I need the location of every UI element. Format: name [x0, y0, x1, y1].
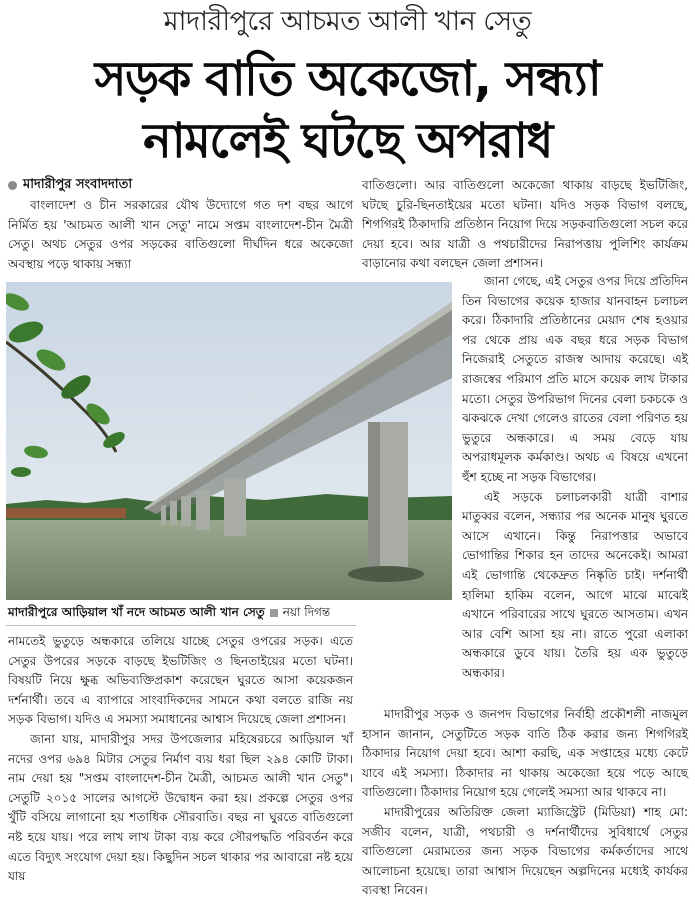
column-bottom-right: [362, 705, 688, 901]
article-kicker: মাদারীপুরে আচমত আলী খান সেতু: [163, 6, 532, 37]
photo-caption: [8, 604, 454, 620]
byline: [8, 176, 353, 194]
paragraph: বাতিগুলো। আর বাতিগুলো অকেজো থাকায় বাড়ছে ইভটিজিং, ঘটছে চুরি-ছিনতাইয়ের মতো ঘটনা। যদিও সড়ক বিভাগ বলছে, শিগগিরই ঠিকাদারি প্রতিষ্ঠান নিয়োগ দিয়ে সড়কবাতিগুলো সচল করে দেয়া হবে। আর যাত্রী ও পথচারীদের নিরাপত্তায় পুলিশিং কার্যক্রম বাড়ানোর কথা বলছেন জেলা প্রশাসন।: [362, 178, 688, 271]
article-headline: [0, 48, 695, 172]
column-right-mid: [462, 272, 688, 683]
column-top-left: [8, 196, 353, 274]
paragraph: জানা গেছে, এই সেতুর ওপর দিয়ে প্রতিদিন তিন বিভাগের কয়েক হাজার যানবাহন চলাচল করে। ঠিকাদারি প্রতিষ্ঠানের মেয়াদ শেষ হওয়ার পর থেকে প্রায় এক বছর ধরে সড়ক বিভাগ নিজেরাই সেতুতে রাজস্ব আদায় করেছে। এই রাজস্বের পরিমাণ প্রতি মাসে কয়েক লাখ টাকার মতো। সেতুর উপরিভাগ দিনের বেলা চকচকে ও ঝকঝকে দেখা গেলেও রাতের বেলা পরিণত হয় ভুতুরে অন্ধকারে। এ সময় বেড়ে যায় অপরাধমূলক কর্মকাণ্ড। অথচ এ বিষয়ে এখনো হুঁশ হচ্ছে না সড়ক বিভাগের।: [462, 274, 688, 484]
paragraph: এই সড়কে চলাচলকারী যাত্রী বাশার মাতুব্বর বলেন, সন্ধ্যার পর অনেক মানুষ ঘুরতে আসে এখানে। কিন্তু নিরাপত্তার অভাবে ভোগান্তির শিকার হন তাদের অনেকেই। আমরা এই ভোগান্তি থেকেদ্রুত নিষ্কৃতি চাই। দর্শনার্থী হালিমা হাকিম বলেন, আগে মাঝে মাঝেই এখানে পরিবারের সাথে ঘুরতে আসতাম। এখন আর বেশি আসা হয় না। রাতে পুরো এলাকা অন্ধকারে ডুবে যায়। তৈরি হয় এক ভুতুড়ে অন্ধকার।: [462, 489, 688, 680]
byline-text: মাদারীপুর সংবাদদাতা: [23, 177, 133, 192]
bridge-illustration: [6, 282, 452, 600]
headline-line-2: নামলেই ঘটছে অপরাধ: [143, 113, 552, 169]
paragraph: নামতেই ভুতুড়ে অন্ধকারে তলিয়ে যাচ্ছে সেতুর ওপরের সড়ক। এতে সেতুর উপরের সড়কে বাড়ছে ইভটিজিং ও ছিনতাইয়ের মতো ঘটনা। বিষয়টি নিয়ে ক্ষুব্ধ অভিব্যক্তিপ্রকাশ করেছেন ঘুরতে আসা কয়েকজন দর্শনার্থী। তবে এ ব্যাপারে সাংবাদিকদের সামনে কথা বলতে রাজি নয় সড়ক বিভাগ। যদিও এ সমস্যা সমাধানের আশ্বাস দিয়েছে জেলা প্রশাসন।: [8, 634, 353, 727]
column-bottom-left: [8, 632, 353, 887]
photo-credit: নয়া দিগন্ত: [282, 605, 331, 619]
caption-text: মাদারীপুরে আড়িয়াল খাঁ নদে আচমত আলী খান সেতু: [8, 605, 265, 619]
headline-line-1: সড়ক বাতি অকেজো, সন্ধ্যা: [94, 51, 601, 107]
divider: [6, 625, 356, 626]
paragraph: মাদারীপুরের অতিরিক্ত জেলা ম্যাজিস্ট্রেট (মিডিয়া) শাহ মো: সজীব বলেন, যাত্রী, পথচারী ও দর্শনার্থীদের সুবিধার্থে সেতুর বাতিগুলো মেরামতের জন্য সড়ক বিভাগের কর্মকর্তাদের সাথে আলোচনা হয়েছে। তারা আশ্বাস দিয়েছেন অল্পদিনের মধ্যেই কার্যকর ব্যবস্থা নিবেন।: [362, 804, 688, 898]
paragraph: জানা যায়, মাদারীপুর সদর উপজেলার মহিষেরচরে আড়িয়াল খাঁ নদের ওপর ৬৯৪ মিটার সেতুর নির্মাণ ব্যয় ধরা ছিল ২৯৪ কোটি টাকা। নাম দেয়া হয় "সপ্তম বাংলাদেশ-চীন মৈত্রী, আচমত আলী খান সেতু"। সেতুটি ২০১৫ সালের আগস্টে উদ্বোধন করা হয়। প্রকল্পে সেতুর ওপর খুঁটি বসিয়ে লাগানো হয় শতাধিক সৌরবাতি। বছর না ঘুরতে বাতিগুলো নষ্ট হয়ে যায়। পরে লাখ লাখ টাকা ব্যয় করে সৌরপদ্ধতি পরিবর্তন করে এতে বিদ্যুৎ সংযোগ দেয়া হয়। কিছুদিন সচল থাকার পর আবারো নষ্ট হয়ে যায়: [8, 731, 353, 884]
bullet-icon: [8, 181, 17, 190]
column-top-right: [362, 176, 688, 274]
bridge-photo: [6, 282, 452, 600]
square-icon: [270, 609, 278, 617]
paragraph: বাংলাদেশ ও চীন সরকারের যৌথ উদ্যোগে গত দশ বছর আগে নির্মিত হয় 'আচমত আলী খান সেতু' নামে সপ্তম বাংলাদেশ-চীন মৈত্রী সেতু। অথচ সেতুর ওপর সড়কের বাতিগুলো দীর্ঘদিন ধরে অকেজো অবস্থায় পড়ে থাকায় সন্ধ্যা: [8, 198, 353, 271]
paragraph: মাদারীপুর সড়ক ও জনপদ বিভাগের নির্বাহী প্রকৌশলী নাজমুল হাসান জানান, সেতুটিতে সড়ক বাতি ঠিক করার জন্য শিগগিরই ঠিকাদার নিয়োগ দেয়া হবে। আশা করছি, এক সপ্তাহের মধ্যে কেটে যাবে এই সমস্যা। ঠিকাদার না থাকায় অকেজো হয়ে পড়ে আছে বাতিগুলো। ঠিকাদার নিয়োগ হয়ে গেলেই সমস্যা আর থাকবে না।: [362, 707, 688, 800]
